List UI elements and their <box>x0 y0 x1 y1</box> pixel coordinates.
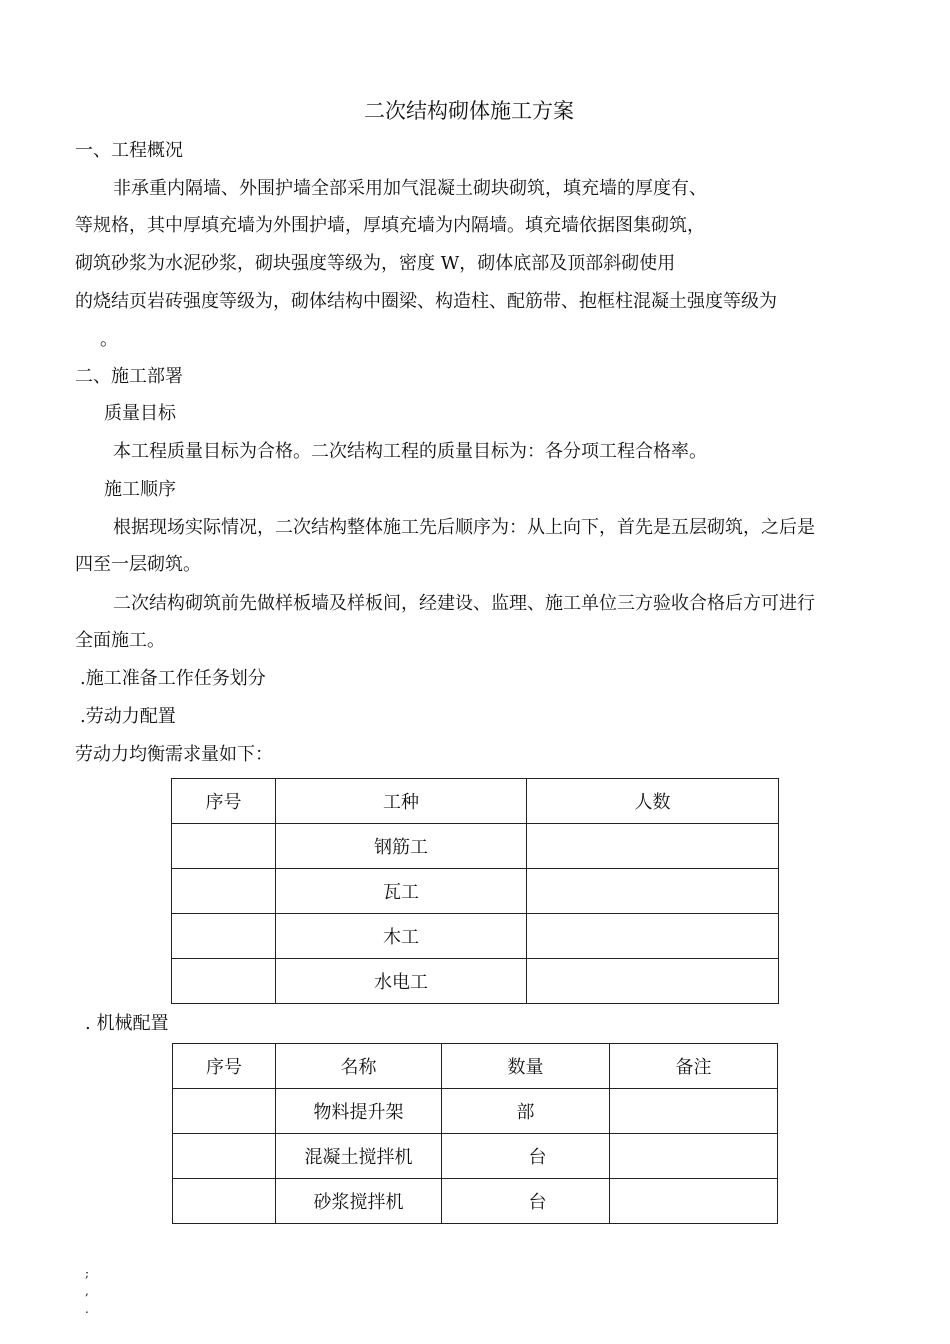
machine-cell-index <box>173 1179 276 1224</box>
section-2-heading: 二、施工部署 <box>75 366 183 387</box>
machine-header-quantity: 数量 <box>442 1044 610 1089</box>
prep-heading: .施工准备工作任务划分 <box>80 668 266 689</box>
labor-cell-trade: 钢筋工 <box>276 824 527 869</box>
table-row <box>172 959 779 1004</box>
page-title: 二次结构砌体施工方案 <box>364 99 574 123</box>
machine-cell-quantity: 台 <box>442 1179 610 1224</box>
machine-cell-name: 砂浆搅拌机 <box>276 1179 442 1224</box>
labor-cell-count <box>527 824 779 869</box>
footer-mark-3: . <box>85 1302 89 1316</box>
labor-table-header <box>172 779 779 824</box>
overview-line-2: 等规格，其中厚填充墙为外围护墙，厚填充墙为内隔墙。填充墙依据图集砌筑， <box>75 215 705 236</box>
table-row <box>173 1134 778 1179</box>
labor-cell-index <box>172 824 276 869</box>
sample-line-1: 二次结构砌筑前先做样板墙及样板间，经建设、监理、施工单位三方验收合格后方可进行 <box>113 593 815 614</box>
sample-line-2: 全面施工。 <box>75 630 165 651</box>
overview-line-1: 非承重内隔墙、外围护墙全部采用加气混凝土砌块砌筑，填充墙的厚度有、 <box>113 178 707 199</box>
machine-cell-remarks <box>610 1089 778 1134</box>
machine-cell-quantity: 部 <box>442 1089 610 1134</box>
quality-text: 本工程质量目标为合格。二次结构工程的质量目标为：各分项工程合格率。 <box>113 441 707 462</box>
machine-cell-remarks <box>610 1134 778 1179</box>
overview-line-4: 的烧结页岩砖强度等级为，砌体结构中圈梁、构造柱、配筋带、抱框柱混凝土强度等级为 <box>75 291 777 312</box>
table-row <box>173 1179 778 1224</box>
labor-intro: 劳动力均衡需求量如下： <box>75 744 273 765</box>
machine-table-header <box>173 1044 778 1089</box>
table-row <box>172 869 779 914</box>
machine-table <box>172 1043 778 1224</box>
table-row <box>172 824 779 869</box>
labor-cell-trade: 水电工 <box>276 959 527 1004</box>
labor-heading: .劳动力配置 <box>80 706 176 727</box>
machine-heading: . 机械配置 <box>85 1013 169 1034</box>
machine-cell-remarks <box>610 1179 778 1224</box>
overview-line-5: 。 <box>100 329 118 350</box>
machine-cell-index <box>173 1089 276 1134</box>
labor-cell-count <box>527 959 779 1004</box>
labor-cell-trade: 瓦工 <box>276 869 527 914</box>
overview-line-3: 砌筑砂浆为水泥砂浆，砌块强度等级为，密度 W，砌体底部及顶部斜砌使用 <box>75 253 676 274</box>
machine-cell-name: 物料提升架 <box>276 1089 442 1134</box>
labor-cell-index <box>172 959 276 1004</box>
machine-header-name: 名称 <box>276 1044 442 1089</box>
section-1-heading: 一、工程概况 <box>75 140 183 161</box>
footer-mark-1: ; <box>85 1266 90 1280</box>
labor-header-trade: 工种 <box>276 779 527 824</box>
labor-header-index: 序号 <box>172 779 276 824</box>
order-heading: 施工顺序 <box>104 479 176 500</box>
labor-cell-count <box>527 914 779 959</box>
order-line-2: 四至一层砌筑。 <box>75 554 201 575</box>
machine-header-remarks: 备注 <box>610 1044 778 1089</box>
labor-cell-count <box>527 869 779 914</box>
machine-cell-index <box>173 1134 276 1179</box>
machine-cell-quantity: 台 <box>442 1134 610 1179</box>
labor-cell-trade: 木工 <box>276 914 527 959</box>
order-line-1: 根据现场实际情况，二次结构整体施工先后顺序为：从上向下，首先是五层砌筑，之后是 <box>113 517 815 538</box>
quality-heading: 质量目标 <box>104 403 176 424</box>
machine-cell-name: 混凝土搅拌机 <box>276 1134 442 1179</box>
labor-cell-index <box>172 914 276 959</box>
table-row <box>172 914 779 959</box>
machine-header-index: 序号 <box>173 1044 276 1089</box>
labor-table <box>171 778 779 1004</box>
footer-mark-2: , <box>85 1284 89 1298</box>
table-row <box>173 1089 778 1134</box>
labor-cell-index <box>172 869 276 914</box>
labor-header-count: 人数 <box>527 779 779 824</box>
